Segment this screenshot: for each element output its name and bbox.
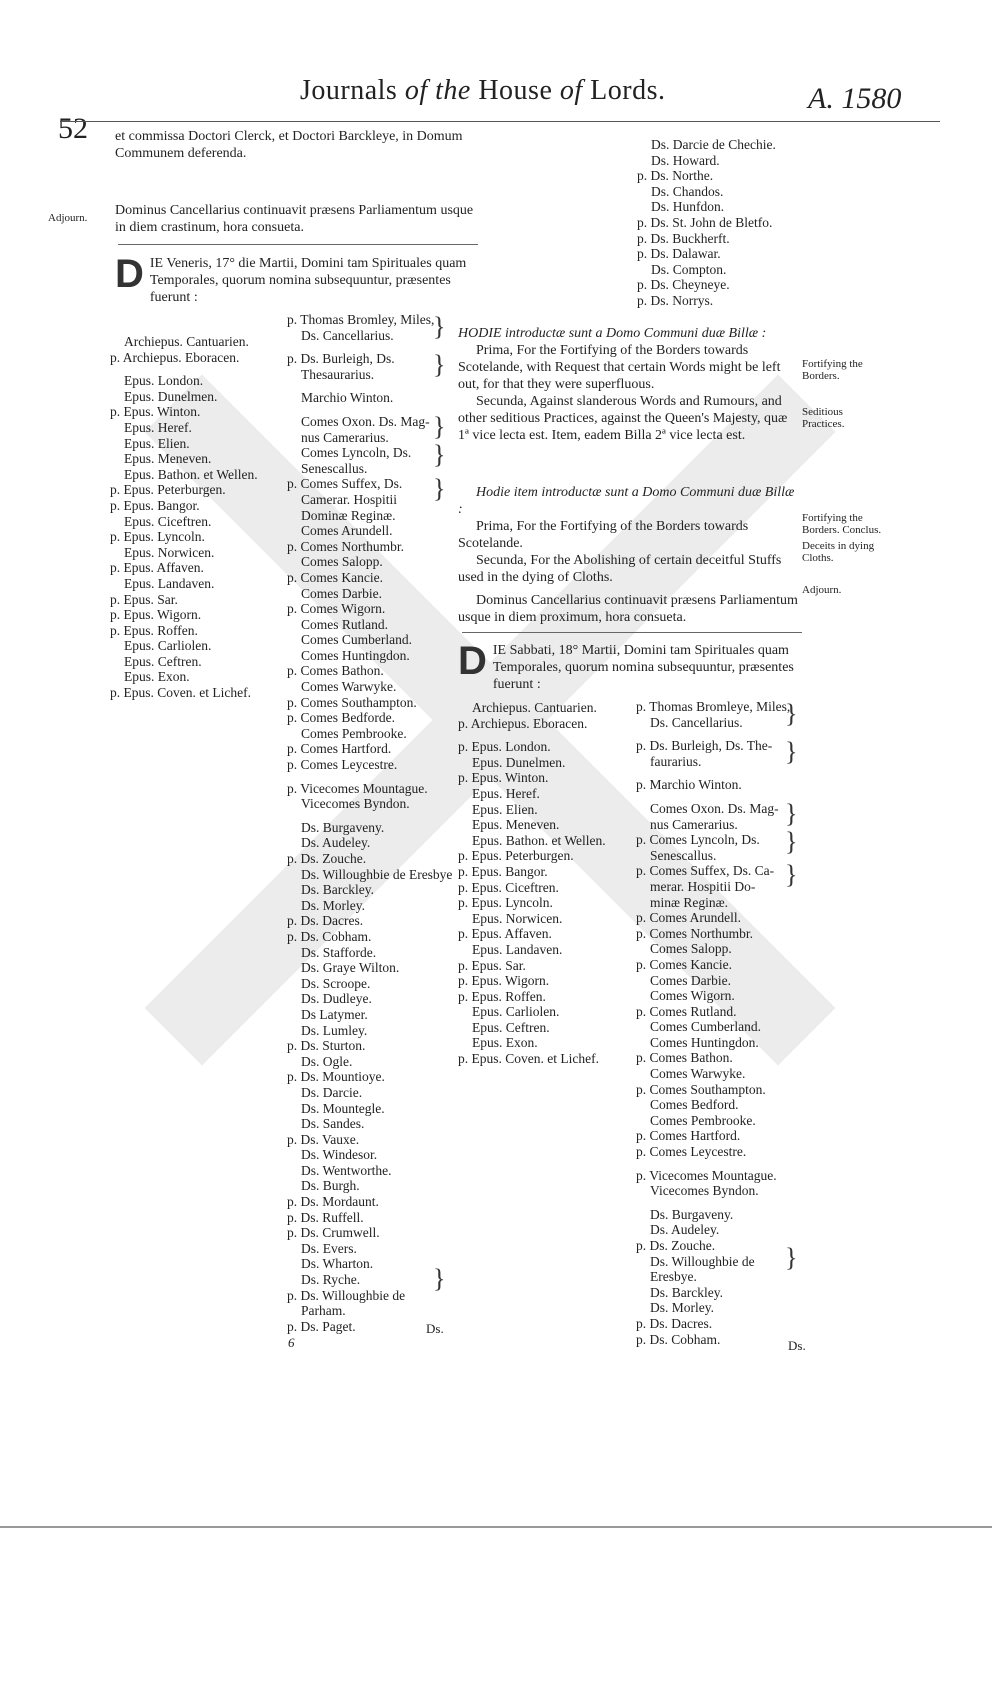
page-title: Journals of the House of Lords. xyxy=(300,75,666,106)
list-item: Ds. Sandes. xyxy=(301,1116,365,1132)
brace-icon: } xyxy=(785,699,798,728)
bottom-rule xyxy=(0,1526,992,1528)
list-item: Epus. Carliolen. xyxy=(472,1004,560,1020)
list-item: Epus. Norwicen. xyxy=(124,544,215,560)
list-item: p. Vicecomes Mountague. xyxy=(636,1167,777,1183)
list-item: Vicecomes Byndon. xyxy=(301,796,410,812)
list-item: p. Epus. Peterburgen. xyxy=(458,848,574,864)
margin-note-seditious: Seditious Practices. xyxy=(802,406,845,430)
list-item: Ds. Cancellarius. xyxy=(301,327,394,343)
list-item: Ds. Evers. xyxy=(301,1240,357,1256)
day1-right-continuation xyxy=(637,137,776,309)
list-item: p. Comes Kancie. xyxy=(287,569,383,585)
brace-icon: } xyxy=(785,737,798,766)
list-item: p. Comes Hartford. xyxy=(636,1128,741,1144)
list-item: p. Ds. Dacres. xyxy=(636,1315,713,1331)
list-item: Ds. Barckley. xyxy=(301,882,374,898)
list-item: Epus. Exon. xyxy=(472,1035,538,1051)
list-item: Epus. Exon. xyxy=(124,669,190,685)
list-item: Comes Salopp. xyxy=(650,941,732,957)
margin-note-fortifying: Fortifying the Borders. xyxy=(802,358,863,382)
list-item: Ds. Stafforde. xyxy=(301,944,377,960)
list-item: Ds. Morley. xyxy=(301,897,365,913)
list-item: Ds. Audeley. xyxy=(650,1222,720,1238)
list-item: Ds. Burgaveny. xyxy=(301,819,385,835)
margin-note-adjourn: Adjourn. xyxy=(802,584,842,596)
list-item: p. Epus. Ciceftren. xyxy=(458,879,559,895)
list-item: Ds. Cancellarius. xyxy=(650,714,743,730)
list-item: p. Ds. Paget. xyxy=(287,1318,356,1334)
list-item: p. Comes Bathon. xyxy=(287,663,384,679)
list-item: Archiepus. Cantuarien. xyxy=(472,700,597,715)
list-item: p. Ds. St. John de Bletfo. xyxy=(637,214,773,230)
list-item: p. Ds. Dacres. xyxy=(287,913,364,929)
list-item: Epus. Ceftren. xyxy=(472,1019,550,1035)
list-item: Epus. Meneven. xyxy=(124,451,212,467)
list-item: p. Comes Leycestre. xyxy=(287,757,398,773)
list-item: Eresbye. xyxy=(650,1269,697,1285)
list-item: Ds. Barckley. xyxy=(650,1284,723,1300)
header-rule xyxy=(60,121,940,122)
list-item xyxy=(636,730,790,738)
list-item: p. Ds. Norrys. xyxy=(637,292,714,308)
list-item: Comes Huntingdon. xyxy=(650,1034,759,1050)
list-item: Epus. Dunelmen. xyxy=(124,388,218,404)
list-item: Ds. Ogle. xyxy=(301,1053,353,1069)
list-item: p. Ds. Northe. xyxy=(637,168,714,184)
list-item: Ds. Mountegle. xyxy=(301,1100,385,1116)
list-item: p. Ds. Vauxe. xyxy=(287,1131,360,1147)
list-item: Epus. Landaven. xyxy=(472,941,563,957)
brace-icon: } xyxy=(785,827,798,856)
list-item: Ds. Darcie de Chechie. xyxy=(651,137,776,152)
brace-icon: } xyxy=(433,350,446,379)
page-year: A. 1580 xyxy=(808,82,902,115)
day2-heading: DIE Sabbati, 18° Martii, Domini tam Spirituales quam Temporales, quorum nomina subsequuntur, præsentes fuerunt : xyxy=(458,639,794,692)
list-item: Ds. Audeley. xyxy=(301,835,371,851)
list-item: p. Epus. Bangor. xyxy=(110,497,200,513)
list-item: p. Ds. Crumwell. xyxy=(287,1225,380,1241)
list-item: Epus. Landaven. xyxy=(124,575,215,591)
list-item: Parham. xyxy=(301,1303,346,1319)
list-item: p. Ds. Burleigh, Ds. The- xyxy=(636,738,773,754)
list-item: p. Comes Suffex, Ds. Ca- xyxy=(636,863,775,879)
list-item: Comes Bedford. xyxy=(650,1097,739,1113)
list-item: p. Epus. Lyncoln. xyxy=(110,529,205,545)
list-item: Epus. Heref. xyxy=(472,785,540,801)
list-item: p. Ds. Burleigh, Ds. xyxy=(287,351,395,367)
list-item: p. Epus. Affaven. xyxy=(110,560,204,576)
list-item xyxy=(287,382,452,390)
list-item: Epus. Ciceftren. xyxy=(124,513,212,529)
list-item: Ds. Wharton. xyxy=(301,1256,374,1272)
list-item: Epus. Elien. xyxy=(124,435,190,451)
brace-icon: } xyxy=(433,412,446,441)
list-item xyxy=(287,343,452,351)
list-item: Comes Wigorn. xyxy=(650,988,735,1004)
brace-icon: } xyxy=(785,799,798,828)
list-item: p. Epus. Roffen. xyxy=(110,622,198,638)
list-item: p. Ds. Cobham. xyxy=(636,1331,721,1347)
list-item: Comes Darbie. xyxy=(650,972,731,988)
list-item: Ds. Graye Wilton. xyxy=(301,960,400,976)
list-item: Comes Lyncoln, Ds. xyxy=(301,445,412,461)
brace-icon: } xyxy=(433,474,446,503)
list-item xyxy=(458,731,606,739)
list-item xyxy=(110,365,258,373)
list-item: p. Ds. Cheyneye. xyxy=(637,277,730,293)
list-item: p. Ds. Ruffell. xyxy=(287,1209,364,1225)
list-item: minæ Reginæ. xyxy=(650,894,729,910)
list-item: p. Ds. Sturton. xyxy=(287,1038,366,1054)
margin-note-adjourn: Adjourn. xyxy=(48,212,88,224)
margin-note-deceits: Deceits in dying Cloths. xyxy=(802,540,875,564)
list-item: p. Comes Rutland. xyxy=(636,1003,737,1019)
list-item: Thesaurarius. xyxy=(301,366,375,382)
list-item: Comes Warwyke. xyxy=(301,679,397,695)
list-item: Dominæ Reginæ. xyxy=(301,507,396,523)
list-item: p. Marchio Winton. xyxy=(636,777,742,793)
list-item: Comes Cumberland. xyxy=(650,1019,761,1035)
list-item: Ds. Ryche. xyxy=(301,1272,361,1288)
list-item: p. Epus. Wigorn. xyxy=(458,973,550,989)
bills2-text: Hodie item introductæ sunt a Domo Communi duæ Billæ : Prima, For the Fortifying of the Borders towards Scotelande. Secunda, For the Abolishing of certain deceitful Stuffs used in the dying of Cloths. Dominus Cancellarius continuavit præsens Parliamentum usque in diem proximum, hora consueta. xyxy=(458,485,798,625)
list-item: Ds. Wentworthe. xyxy=(301,1162,392,1178)
list-item: p. Comes Arundell. xyxy=(636,910,741,926)
list-item: p. Epus. Lyncoln. xyxy=(458,895,553,911)
list-item: p. Ds. Zouche. xyxy=(287,851,367,866)
list-item: Marchio Winton. xyxy=(301,390,394,406)
list-item: Epus. Bathon. et Wellen. xyxy=(124,466,258,482)
list-item: Comes Pembrooke. xyxy=(650,1112,756,1128)
catchword: Ds. xyxy=(788,1338,806,1353)
list-item: p. Epus. Affaven. xyxy=(458,926,552,942)
brace-icon: } xyxy=(785,860,798,889)
section-divider xyxy=(462,632,802,633)
list-item: Comes Rutland. xyxy=(301,616,388,632)
margin-note-conclus: Fortifying the Borders. Conclus. xyxy=(802,512,882,536)
list-item: p. Comes Southampton. xyxy=(287,694,417,710)
section-divider xyxy=(118,244,478,245)
list-item: Senescallus. xyxy=(650,847,717,863)
list-item: Ds. Howard. xyxy=(651,152,720,168)
list-item: Epus. Heref. xyxy=(124,419,192,435)
list-item: Vicecomes Byndon. xyxy=(650,1183,759,1199)
day2-temporal-list xyxy=(636,699,790,1347)
list-item: p. Epus. Coven. et Lichef. xyxy=(110,685,251,701)
list-item: Epus. Bathon. et Wellen. xyxy=(472,832,606,848)
adjourn-text: Dominus Cancellarius continuavit præsens Parliamentum usque in diem crastinum, hora consueta. xyxy=(115,203,474,235)
list-item: Comes Salopp. xyxy=(301,554,383,570)
list-item: p. Thomas Bromleye, Miles, xyxy=(636,699,791,714)
list-item: p. Thomas Bromley, Miles, xyxy=(287,312,435,327)
list-item: p. Comes Leycestre. xyxy=(636,1144,747,1160)
list-item: Ds. Burgaveny. xyxy=(650,1206,734,1222)
list-item: p. Comes Kancie. xyxy=(636,956,732,972)
list-item: Comes Pembrooke. xyxy=(301,725,407,741)
list-item: faurarius. xyxy=(650,753,702,769)
list-item: Epus. Ceftren. xyxy=(124,653,202,669)
list-item: merar. Hospitii Do- xyxy=(650,878,756,894)
list-item: p. Epus. London. xyxy=(458,739,551,755)
list-item: Comes Huntingdon. xyxy=(301,647,410,663)
list-item xyxy=(287,812,452,820)
day1-temporal-list xyxy=(287,312,452,1334)
day1-spiritual-list xyxy=(110,334,258,701)
list-item: Comes Warwyke. xyxy=(650,1066,746,1082)
list-item xyxy=(636,1160,790,1168)
list-item: Senescallus. xyxy=(301,460,368,476)
list-item: p. Comes Suffex, Ds. xyxy=(287,476,403,492)
list-item: Ds. Morley. xyxy=(650,1300,714,1316)
brace-icon: } xyxy=(433,1264,446,1293)
brace-icon: } xyxy=(433,312,446,341)
list-item: p. Archiepus. Eboracen. xyxy=(458,715,588,731)
signature-mark: 6 xyxy=(288,1335,295,1350)
list-item: Ds. Compton. xyxy=(651,261,727,277)
list-item: Ds. Dudleye. xyxy=(301,991,372,1007)
list-item: p. Comes Northumbr. xyxy=(636,925,753,941)
list-item: Epus. Carliolen. xyxy=(124,638,212,654)
list-item: p. Vicecomes Mountague. xyxy=(287,780,428,796)
list-item: p. Epus. Wigorn. xyxy=(110,607,202,623)
list-item: p. Comes Southampton. xyxy=(636,1081,766,1097)
list-item: Comes Darbie. xyxy=(301,585,382,601)
list-item: Ds Latymer. xyxy=(301,1006,368,1022)
list-item: p. Epus. Sar. xyxy=(458,957,526,973)
list-item: Ds. Chandos. xyxy=(651,183,724,199)
list-item xyxy=(636,793,790,801)
list-item: Comes Arundell. xyxy=(301,523,393,539)
list-item: p. Ds. Buckherft. xyxy=(637,230,730,246)
list-item: Ds. Windesor. xyxy=(301,1147,378,1163)
list-item: Archiepus. Cantuarien. xyxy=(124,334,249,349)
list-item: p. Epus. Winton. xyxy=(110,404,201,420)
list-item: p. Archiepus. Eboracen. xyxy=(110,349,240,365)
bills1-text: HODIE introductæ sunt a Domo Communi duæ Billæ : Prima, For the Fortifying of the Borders towards Scotelande, with Request that certain Words might be left out, for that they were superfluous. Secunda, Against slanderous Words and Rumours, and other seditious Practices, against the Queen's Majesty, quæ 1ª vice lecta est. Item, eadem Billa 2ª vice lecta est. xyxy=(458,326,788,443)
list-item: Ds. Darcie. xyxy=(301,1084,363,1100)
list-item: Ds. Scroope. xyxy=(301,975,371,991)
brace-icon: } xyxy=(433,440,446,469)
list-item: Ds. Lumley. xyxy=(301,1022,368,1038)
list-item: nus Camerarius. xyxy=(650,816,738,832)
list-item: Ds. Willoughbie de Eresbye xyxy=(301,866,453,882)
list-item: p. Ds. Willoughbie de xyxy=(287,1287,406,1303)
list-item: Comes Oxon. Ds. Mag- xyxy=(301,413,430,429)
list-item: Epus. Norwicen. xyxy=(472,910,563,926)
page-number: 52 xyxy=(58,112,88,145)
list-item xyxy=(287,773,452,781)
list-item: Comes Cumberland. xyxy=(301,632,412,648)
list-item: Epus. Elien. xyxy=(472,801,538,817)
list-item: p. Comes Hartford. xyxy=(287,741,392,757)
list-item: p. Comes Bathon. xyxy=(636,1050,733,1066)
list-item xyxy=(287,406,452,414)
day1-heading: DIE Veneris, 17° die Martii, Domini tam Spirituales quam Temporales, quorum nomina subsequuntur, præsentes fuerunt : xyxy=(115,252,467,305)
list-item: p. Epus. Peterburgen. xyxy=(110,482,226,498)
list-item: p. Ds. Dalawar. xyxy=(637,246,721,262)
list-item: p. Epus. Sar. xyxy=(110,591,178,607)
list-item: p. Epus. Bangor. xyxy=(458,863,548,879)
list-item: nus Camerarius. xyxy=(301,429,389,445)
list-item: Epus. Dunelmen. xyxy=(472,754,566,770)
catchword: Ds. xyxy=(426,1321,444,1336)
list-item: Epus. Meneven. xyxy=(472,817,560,833)
list-item: p. Comes Wigorn. xyxy=(287,601,386,617)
list-item: p. Ds. Mountioye. xyxy=(287,1069,385,1085)
list-item: p. Ds. Mordaunt. xyxy=(287,1194,379,1210)
list-item: Epus. London. xyxy=(124,373,204,389)
continuation-text: et commissa Doctori Clerck, et Doctori Barckleye, in Domum Communem deferenda. xyxy=(115,129,463,161)
list-item: p. Comes Lyncoln, Ds. xyxy=(636,832,760,848)
list-item: p. Epus. Coven. et Lichef. xyxy=(458,1051,599,1067)
list-item: p. Epus. Roffen. xyxy=(458,988,546,1004)
list-item: p. Comes Northumbr. xyxy=(287,538,404,554)
list-item xyxy=(636,769,790,777)
list-item xyxy=(636,1199,790,1207)
list-item: Ds. Burgh. xyxy=(301,1178,360,1194)
list-item: Comes Oxon. Ds. Mag- xyxy=(650,800,779,816)
list-item: Ds. Hunfdon. xyxy=(651,199,725,215)
list-item: p. Ds. Zouche. xyxy=(636,1238,716,1253)
list-item: Camerar. Hospitii xyxy=(301,491,397,507)
day2-spiritual-list xyxy=(458,700,606,1067)
list-item: Ds. Willoughbie de xyxy=(650,1253,755,1269)
brace-icon: } xyxy=(785,1243,798,1272)
list-item: p. Ds. Cobham. xyxy=(287,928,372,944)
list-item: p. Comes Bedforde. xyxy=(287,710,395,726)
list-item: p. Epus. Winton. xyxy=(458,770,549,786)
